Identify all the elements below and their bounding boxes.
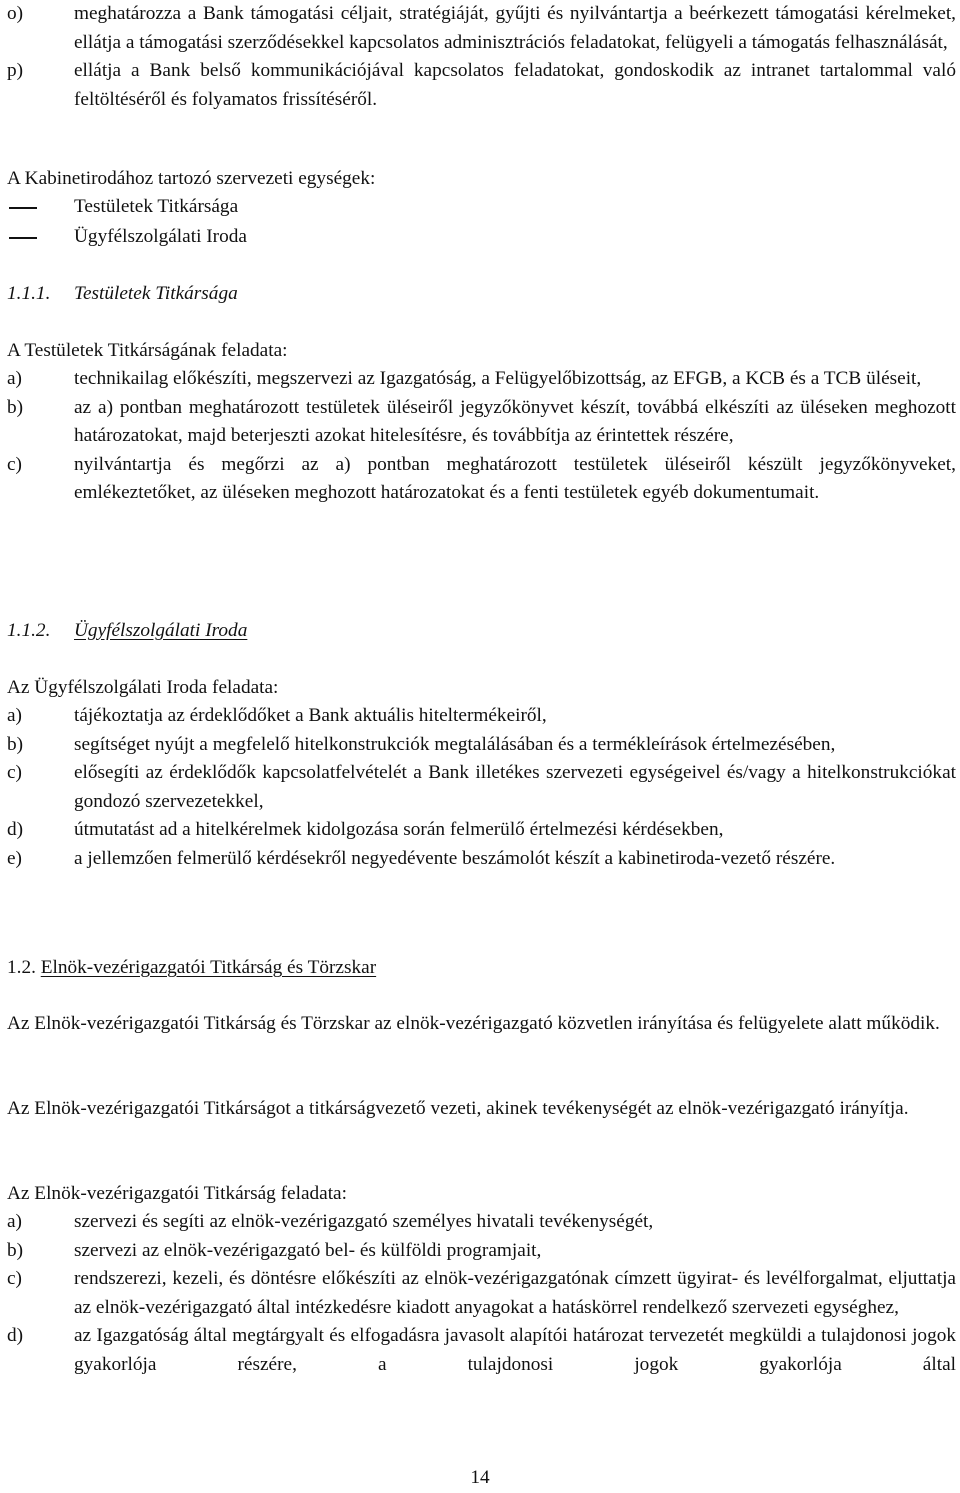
list-marker: c): [7, 762, 22, 783]
section-title: Elnök-vezérigazgatói Titkárság és Törzskar: [40, 957, 377, 978]
units-list: [7, 193, 956, 253]
page-number: 14: [470, 1467, 490, 1488]
list-item: [7, 816, 956, 845]
list-item: [7, 1322, 956, 1379]
section-heading-1-2: [7, 954, 956, 983]
list-text: ellátja a Bank belső kommunikációjával kapcsolatos feladatokat, gondoskodik az intranet tartalommal való feltöltéséről és folyamatos frissítéséről.: [74, 60, 956, 110]
ugyfel-intro: Az Ügyfélszolgálati Iroda feladata:: [7, 677, 279, 698]
list-item: [7, 0, 956, 57]
list-text: az a) pontban meghatározott testületek üléseiről jegyzőkönyvet készít, továbbá elkészíti az üléseken meghozott határozatokat, majd beterjeszti azokat hitelesítésre, és továbbítja az érintettek részére,: [74, 396, 956, 446]
list-marker: a): [7, 705, 22, 726]
testuletek-intro: A Testületek Titkárságának feladata:: [7, 340, 288, 361]
list-text: meghatározza a Bank támogatási céljait, stratégiáját, gyűjti és nyilvántartja a beérkezett támogatási kérelmeket, ellátja a támogatási szerződésekkel kapcsolatos adminisztrációs feladatokat, felügyeli a támogatás felhasználását,: [74, 3, 956, 53]
list-text: Ügyfélszolgálati Iroda: [74, 226, 247, 247]
section-heading-1-1-1: [7, 280, 956, 309]
section-number: 1.1.2.: [7, 620, 51, 641]
dash-bullet: [9, 207, 37, 209]
list-item: [7, 1208, 956, 1237]
list-marker: d): [7, 1325, 24, 1346]
list-item: [7, 193, 956, 223]
list-item: [7, 223, 956, 253]
section-title: Testületek Titkársága: [74, 283, 238, 304]
list-item: [7, 702, 956, 731]
list-marker: p): [7, 60, 24, 81]
list-marker: b): [7, 733, 24, 755]
units-intro: A Kabinetirodához tartozó szervezeti egységek:: [7, 168, 376, 189]
list-marker: e): [7, 847, 22, 869]
list-text: az Igazgatóság által megtárgyalt és elfogadásra javasolt alapítói határozat tervezetét megküldi a tulajdonosi jogok gyakorlója részére, a tulajdonosi jogok gyakorlója által: [74, 1325, 956, 1375]
list-marker: b): [7, 1239, 24, 1261]
list-marker: d): [7, 819, 24, 840]
section-number: 1.2.: [7, 957, 36, 978]
list-item: [7, 731, 956, 760]
list-text: szervezi és segíti az elnök-vezérigazgató személyes hivatali tevékenységét,: [74, 1211, 654, 1232]
list-item: [7, 1237, 956, 1266]
dash-bullet: [9, 237, 37, 239]
list-marker: c): [7, 453, 22, 475]
titkarsag-list: [7, 1208, 956, 1379]
testuletek-list: [7, 365, 956, 508]
list-text: tájékoztatja az érdeklődőket a Bank aktuális hiteltermékeiről,: [74, 705, 547, 726]
list-marker: b): [7, 396, 24, 418]
list-marker: a): [7, 368, 22, 389]
titkarsag-intro: Az Elnök-vezérigazgatói Titkárság feladata:: [7, 1183, 347, 1204]
list-item: [7, 845, 956, 874]
list-text: útmutatást ad a hitelkérelmek kidolgozása során felmerülő értelmezési kérdésekben,: [74, 819, 724, 840]
list-text: technikailag előkészíti, megszervezi az Igazgatóság, a Felügyelőbizottság, az EFGB, a KCB és a TCB üléseit,: [74, 368, 922, 389]
section-number: 1.1.1.: [7, 283, 51, 304]
list-text: nyilvántartja és megőrzi az a) pontban meghatározott testületek üléseiről készült jegyzőkönyveket, emlékeztetőket, az üléseken meghozott határozatokat és a fenti testületek egyéb dokumentumait.: [74, 453, 956, 503]
ugyfel-list: [7, 702, 956, 873]
list-text: a jellemzően felmerülő kérdésekről negyedévente beszámolót készít a kabinetiroda-vezető részére.: [74, 847, 836, 869]
list-item: [7, 1265, 956, 1322]
list-text: szervezi az elnök-vezérigazgató bel- és külföldi programjait,: [74, 1239, 542, 1261]
list-text: rendszerezi, kezeli, és döntésre előkészíti az elnök-vezérigazgatónak címzett ügyirat- és levélforgalmat, eljuttatja az elnök-vezérigazgató által intézkedésre kiadott anyagokat a hatáskörrel rendelkező szervezeti egységhez,: [74, 1268, 956, 1318]
list-item: [7, 394, 956, 451]
list-text: segítséget nyújt a megfelelő hitelkonstrukciók megtalálásában és a termékleírások értelmezésében,: [74, 733, 836, 755]
paragraph: Az Elnök-vezérigazgatói Titkárságot a titkárságvezető vezeti, akinek tevékenységét az elnök-vezérigazgató irányítja.: [7, 1098, 909, 1119]
section-title: Ügyfélszolgálati Iroda: [74, 620, 248, 641]
list-item: [7, 57, 956, 114]
list-text: elősegíti az érdeklődők kapcsolatfelvételét a Bank illetékes szervezeti egységeivel és/vagy a hitelkonstrukciókat gondozó szervezetekkel,: [74, 762, 956, 812]
list-item: [7, 451, 956, 508]
list-marker: o): [7, 3, 24, 24]
list-item: [7, 759, 956, 816]
section-heading-1-1-2: [7, 617, 956, 646]
list-marker: a): [7, 1211, 22, 1232]
paragraph: Az Elnök-vezérigazgatói Titkárság és Törzskar az elnök-vezérigazgató közvetlen irányítása és felügyelete alatt működik.: [7, 1013, 940, 1034]
list-marker: c): [7, 1268, 22, 1289]
list-text: Testületek Titkársága: [74, 196, 239, 217]
list-item: [7, 365, 956, 394]
list-top: [7, 0, 956, 114]
